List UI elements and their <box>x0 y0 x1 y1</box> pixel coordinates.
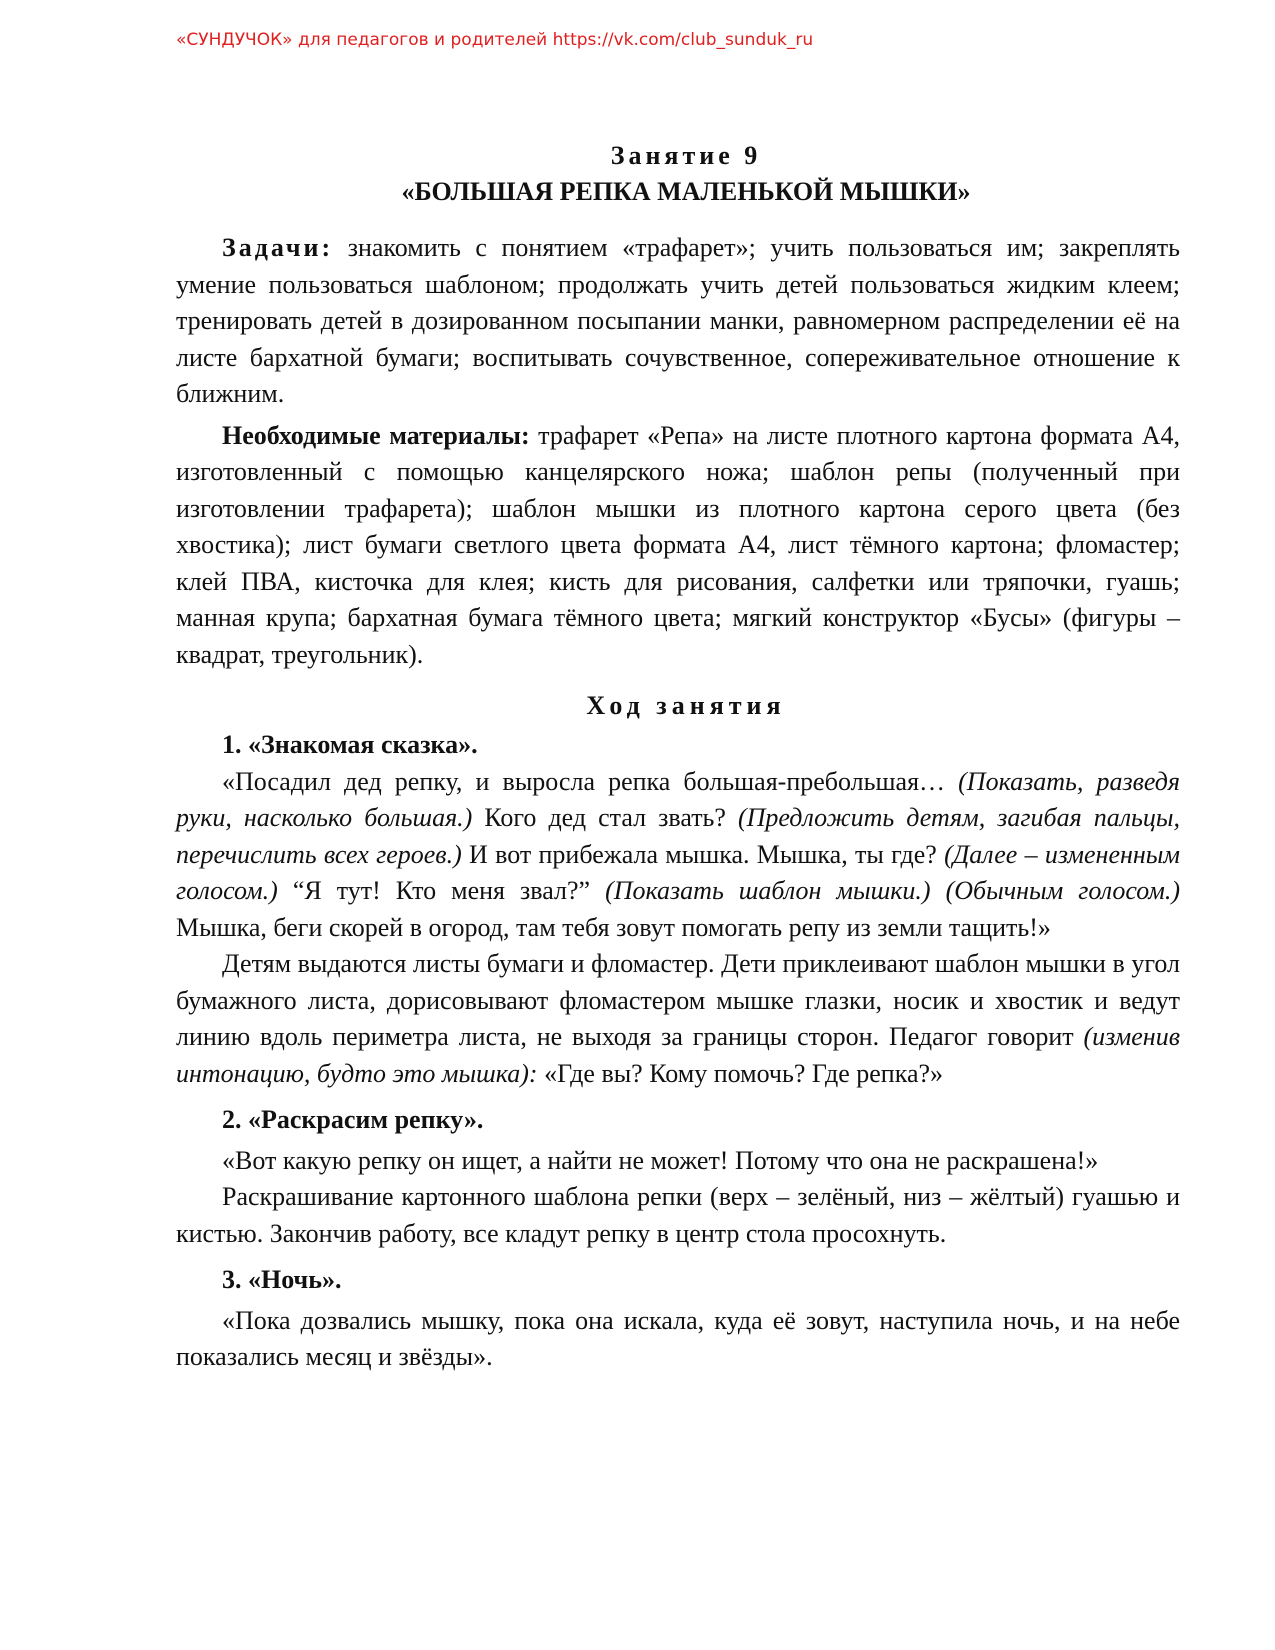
text-run: И вот прибежала мышка. Мышка, ты где? <box>461 839 945 869</box>
section2-heading: 2. «Раскрасим репку». <box>222 1105 484 1134</box>
page-content <box>176 138 1180 1376</box>
section3-paragraph1: «Пока дозвались мышку, пока она искала, куда её зовут, наступила ночь, и на небе показались месяц и звёзды». <box>176 1305 1180 1371</box>
materials-label: Необходимые материалы: <box>222 420 530 450</box>
stage-direction: (Показать шаблон мышки.) (Обычным голосом.) <box>605 876 1181 905</box>
stage-direction: (Показать, разведя руки, насколько большая.) <box>176 766 1181 832</box>
materials-text: трафарет «Репа» на листе плотного картона формата А4, изготовленный с помощью канцелярского ножа; шаблон репы (полученный при изготовлении трафарета); шаблон мышки из плотного картона серого цвета (без хвостика); лист бумаги светлого цвета формата А4, лист тёмного картона; фломастер; клей ПВА, кисточка для клея; кисть для рисования, салфетки или тряпочки, гуашь; манная крупа; бархатная бумага тёмного цвета; мягкий конструктор «Бусы» (фигуры – квадрат, треугольник). <box>176 420 1180 669</box>
lesson-title: «БОЛЬШАЯ РЕПКА МАЛЕНЬКОЙ МЫШКИ» <box>401 177 971 206</box>
lesson-number: Занятие 9 <box>610 141 762 170</box>
tasks-label: Задачи: <box>222 233 334 262</box>
section1-paragraph2 <box>176 946 1180 1092</box>
text-run: «Где вы? Кому помочь? Где репка?» <box>537 1058 944 1088</box>
section1-heading: 1. «Знакомая сказка». <box>222 730 478 759</box>
text-run: Кого дед стал звать? <box>472 803 738 832</box>
text-run: “Я тут! Кто меня звал?” <box>277 876 606 905</box>
section3-heading: 3. «Ночь». <box>222 1265 342 1294</box>
section2-paragraph2: Раскрашивание картонного шаблона репки (верх – зелёный, низ – жёлтый) гуашью и кистью. Закончив работу, все кладут репку в центр стола просохнуть. <box>176 1182 1180 1248</box>
materials-paragraph <box>176 418 1180 674</box>
header-link[interactable]: «СУНДУЧОК» для педагогов и родителей https://vk.com/club_sunduk_ru <box>176 30 814 50</box>
text-run: «Посадил дед репку, и выросла репка большая-пребольшая… <box>222 766 959 796</box>
course-heading: Ход занятия <box>586 691 786 720</box>
tasks-paragraph <box>176 230 1180 413</box>
stage-direction: (Предложить детям, загибая пальцы, перечислить всех героев.) <box>176 803 1180 869</box>
section1-paragraph1 <box>176 764 1180 947</box>
section2-paragraph1: «Вот какую репку он ищет, а найти не может! Потому что она не раскрашена!» <box>222 1145 1099 1175</box>
text-run: Мышка, беги скорей в огород, там тебя зовут помогать репу из земли тащить!» <box>176 912 1051 942</box>
stage-direction: (Далее – измененным голосом.) <box>176 839 1180 905</box>
stage-direction: (изменив интонацию, будто это мышка): <box>176 1022 1180 1088</box>
tasks-text: знакомить с понятием «трафарет»; учить пользоваться им; закреплять умение пользоваться шаблоном; продолжать учить детей пользоваться жидким клеем; тренировать детей в дозированном посыпании манки, равномерном распределении её на листе бархатной бумаги; воспитывать сочувственное, сопереживательное отношение к ближним. <box>176 233 1180 408</box>
text-run: Детям выдаются листы бумаги и фломастер. Дети приклеивают шаблон мышки в угол бумажного листа, дорисовывают фломастером мышке глазки, носик и хвостик и ведут линию вдоль периметра листа, не выходя за границы сторон. Педагог говорит <box>176 949 1180 1051</box>
